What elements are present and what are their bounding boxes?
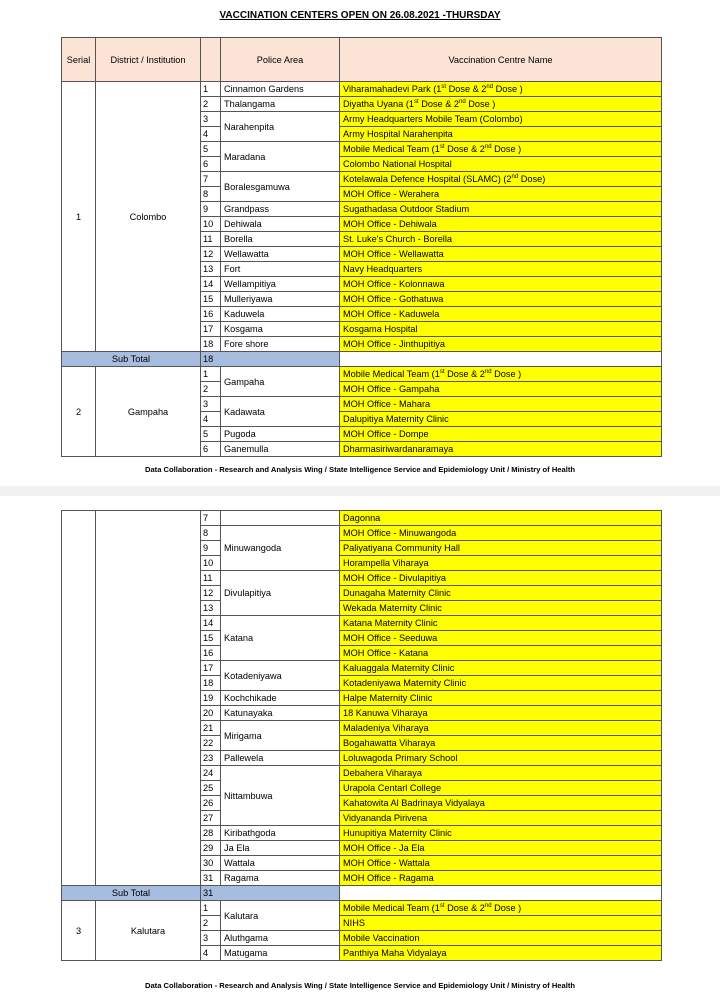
page-break bbox=[0, 486, 720, 496]
row-number: 8 bbox=[201, 187, 221, 202]
vaccination-centre-cell: Mobile Medical Team (1st Dose & 2nd Dose ) bbox=[340, 367, 662, 382]
row-number: 3 bbox=[201, 397, 221, 412]
police-area-cell: Kochchikade bbox=[221, 691, 340, 706]
row-number: 2 bbox=[201, 382, 221, 397]
subtotal-value: 18 bbox=[201, 352, 340, 367]
vaccination-centre-cell: Kotelawala Defence Hospital (SLAMC) (2nd Dose) bbox=[340, 172, 662, 187]
vaccination-centre-cell: NIHS bbox=[340, 916, 662, 931]
vaccination-centre-cell: Bogahawatta Viharaya bbox=[340, 736, 662, 751]
vaccination-centre-cell: Vidyananda Pirivena bbox=[340, 811, 662, 826]
vaccination-centre-cell: MOH Office - Ragama bbox=[340, 871, 662, 886]
subtotal-blank bbox=[340, 886, 662, 901]
row-number: 15 bbox=[201, 631, 221, 646]
vaccination-table-page-2 bbox=[61, 510, 662, 961]
vaccination-centre-cell: MOH Office - Ja Ela bbox=[340, 841, 662, 856]
vaccination-centre-cell: Mobile Medical Team (1st Dose & 2nd Dose ) bbox=[340, 142, 662, 157]
row-number: 1 bbox=[201, 82, 221, 97]
row-number: 25 bbox=[201, 781, 221, 796]
vaccination-centre-cell: Panthiya Maha Vidyalaya bbox=[340, 946, 662, 961]
police-area-cell: Kaduwela bbox=[221, 307, 340, 322]
subtotal-row bbox=[62, 886, 662, 901]
vaccination-centre-cell: MOH Office - Gampaha bbox=[340, 382, 662, 397]
police-area-cell bbox=[221, 511, 340, 526]
vaccination-centre-cell: MOH Office - Mahara bbox=[340, 397, 662, 412]
police-area-cell: Pallewela bbox=[221, 751, 340, 766]
row-number: 17 bbox=[201, 661, 221, 676]
district-cell: Colombo bbox=[96, 82, 201, 352]
vaccination-centre-cell: Viharamahadevi Park (1st Dose & 2nd Dose ) bbox=[340, 82, 662, 97]
vaccination-centre-cell: Kosgama Hospital bbox=[340, 322, 662, 337]
row-number: 27 bbox=[201, 811, 221, 826]
row-number: 9 bbox=[201, 541, 221, 556]
vaccination-centre-cell: Kotadeniyawa Maternity Clinic bbox=[340, 676, 662, 691]
police-area-cell: Ragama bbox=[221, 871, 340, 886]
vaccination-centre-cell: Dalupitiya Maternity Clinic bbox=[340, 412, 662, 427]
row-number: 14 bbox=[201, 277, 221, 292]
vaccination-centre-cell: MOH Office - Dompe bbox=[340, 427, 662, 442]
row-number: 4 bbox=[201, 946, 221, 961]
police-area-cell: Divulapitiya bbox=[221, 571, 340, 616]
vaccination-centre-cell: MOH Office - Jinthupitiya bbox=[340, 337, 662, 352]
police-area-cell: Boralesgamuwa bbox=[221, 172, 340, 202]
page-title: VACCINATION CENTERS OPEN ON 26.08.2021 -THURSDAY bbox=[219, 10, 501, 21]
police-area-cell: Wellampitiya bbox=[221, 277, 340, 292]
district-cell: Kalutara bbox=[96, 901, 201, 961]
vaccination-centre-cell: Loluwagoda Primary School bbox=[340, 751, 662, 766]
police-area-cell: Kalutara bbox=[221, 901, 340, 931]
row-number: 3 bbox=[201, 931, 221, 946]
police-area-cell: Mirigama bbox=[221, 721, 340, 751]
police-area-cell: Wellawatta bbox=[221, 247, 340, 262]
police-area-cell: Ganemulla bbox=[221, 442, 340, 457]
row-number: 16 bbox=[201, 307, 221, 322]
row-number: 13 bbox=[201, 262, 221, 277]
police-area-cell: Gampaha bbox=[221, 367, 340, 397]
row-number: 14 bbox=[201, 616, 221, 631]
number-header bbox=[201, 38, 221, 82]
row-number: 21 bbox=[201, 721, 221, 736]
vaccination-centre-cell: 18 Kanuwa Viharaya bbox=[340, 706, 662, 721]
police-area-cell: Minuwangoda bbox=[221, 526, 340, 571]
row-number: 31 bbox=[201, 871, 221, 886]
row-number: 9 bbox=[201, 202, 221, 217]
vaccination-centre-cell: MOH Office - Wellawatta bbox=[340, 247, 662, 262]
subtotal-value: 31 bbox=[201, 886, 340, 901]
row-number: 12 bbox=[201, 586, 221, 601]
vaccination-centre-cell: MOH Office - Divulapitiya bbox=[340, 571, 662, 586]
vaccination-centre-cell: Navy Headquarters bbox=[340, 262, 662, 277]
row-number: 10 bbox=[201, 217, 221, 232]
row-number: 3 bbox=[201, 112, 221, 127]
row-number: 4 bbox=[201, 412, 221, 427]
police-area-cell: Nittambuwa bbox=[221, 766, 340, 826]
police-area-cell: Kiribathgoda bbox=[221, 826, 340, 841]
vaccination-centre-cell: Horampella Viharaya bbox=[340, 556, 662, 571]
vaccination-centre-cell: MOH Office - Werahera bbox=[340, 187, 662, 202]
subtotal-blank bbox=[340, 352, 662, 367]
row-number: 18 bbox=[201, 676, 221, 691]
vaccination-table-page-1 bbox=[61, 37, 662, 457]
police-area-cell: Katana bbox=[221, 616, 340, 661]
row-number: 13 bbox=[201, 601, 221, 616]
vaccination-centre-cell: St. Luke's Church - Borella bbox=[340, 232, 662, 247]
serial-cell: 3 bbox=[62, 901, 96, 961]
row-number: 2 bbox=[201, 916, 221, 931]
row-number: 8 bbox=[201, 526, 221, 541]
vaccination-centre-cell: MOH Office - Minuwangoda bbox=[340, 526, 662, 541]
police-area-cell: Dehiwala bbox=[221, 217, 340, 232]
row-number: 10 bbox=[201, 556, 221, 571]
vaccination-centre-cell: Katana Maternity Clinic bbox=[340, 616, 662, 631]
vaccination-centre-cell: MOH Office - Dehiwala bbox=[340, 217, 662, 232]
police-area-cell: Matugama bbox=[221, 946, 340, 961]
police-area-cell: Ja Ela bbox=[221, 841, 340, 856]
row-number: 15 bbox=[201, 292, 221, 307]
serial-cell: 1 bbox=[62, 82, 96, 352]
footer-credit: Data Collaboration - Research and Analysis Wing / State Intelligence Service and Epidemiology Unit / Ministry of Health bbox=[144, 465, 576, 474]
row-number: 2 bbox=[201, 97, 221, 112]
table-row bbox=[62, 511, 662, 526]
vaccination-centre-cell: MOH Office - Kaduwela bbox=[340, 307, 662, 322]
centre-header: Vaccination Centre Name bbox=[340, 38, 662, 82]
row-number: 1 bbox=[201, 367, 221, 382]
serial-cell: 2 bbox=[62, 367, 96, 457]
vaccination-centre-cell: Kaluaggala Maternity Clinic bbox=[340, 661, 662, 676]
vaccination-centre-cell: Wekada Maternity Clinic bbox=[340, 601, 662, 616]
vaccination-centre-cell: Paliyatiyana Community Hall bbox=[340, 541, 662, 556]
police-area-cell: Kotadeniyawa bbox=[221, 661, 340, 691]
police-area-cell: Wattala bbox=[221, 856, 340, 871]
subtotal-label: Sub Total bbox=[62, 352, 201, 367]
serial-cell bbox=[62, 511, 96, 886]
subtotal-row bbox=[62, 352, 662, 367]
vaccination-centre-cell: Mobile Medical Team (1st Dose & 2nd Dose ) bbox=[340, 901, 662, 916]
police-area-header: Police Area bbox=[221, 38, 340, 82]
police-area-cell: Borella bbox=[221, 232, 340, 247]
row-number: 23 bbox=[201, 751, 221, 766]
row-number: 6 bbox=[201, 442, 221, 457]
vaccination-centre-cell: Army Headquarters Mobile Team (Colombo) bbox=[340, 112, 662, 127]
vaccination-centre-cell: MOH Office - Kolonnawa bbox=[340, 277, 662, 292]
row-number: 7 bbox=[201, 511, 221, 526]
row-number: 5 bbox=[201, 142, 221, 157]
row-number: 18 bbox=[201, 337, 221, 352]
row-number: 28 bbox=[201, 826, 221, 841]
footer-credit-2: Data Collaboration - Research and Analysis Wing / State Intelligence Service and Epidemiology Unit / Ministry of Health bbox=[144, 981, 576, 990]
vaccination-centre-cell: Diyatha Uyana (1st Dose & 2nd Dose ) bbox=[340, 97, 662, 112]
vaccination-centre-cell: Dharmasiriwardanaramaya bbox=[340, 442, 662, 457]
vaccination-centre-cell: MOH Office - Gothatuwa bbox=[340, 292, 662, 307]
row-number: 1 bbox=[201, 901, 221, 916]
row-number: 11 bbox=[201, 232, 221, 247]
police-area-cell: Thalangama bbox=[221, 97, 340, 112]
row-number: 11 bbox=[201, 571, 221, 586]
row-number: 16 bbox=[201, 646, 221, 661]
row-number: 20 bbox=[201, 706, 221, 721]
table-row bbox=[62, 901, 662, 916]
row-number: 24 bbox=[201, 766, 221, 781]
row-number: 30 bbox=[201, 856, 221, 871]
vaccination-centre-cell: MOH Office - Katana bbox=[340, 646, 662, 661]
subtotal-label: Sub Total bbox=[62, 886, 201, 901]
vaccination-centre-cell: Sugathadasa Outdoor Stadium bbox=[340, 202, 662, 217]
vaccination-centre-cell: Army Hospital Narahenpita bbox=[340, 127, 662, 142]
vaccination-centre-cell: Kahatowita Al Badrinaya Vidyalaya bbox=[340, 796, 662, 811]
vaccination-centre-cell: Hunupitiya Maternity Clinic bbox=[340, 826, 662, 841]
row-number: 6 bbox=[201, 157, 221, 172]
police-area-cell: Cinnamon Gardens bbox=[221, 82, 340, 97]
district-cell: Gampaha bbox=[96, 367, 201, 457]
vaccination-centre-cell: Maladeniya Viharaya bbox=[340, 721, 662, 736]
vaccination-centre-cell: Dunagaha Maternity Clinic bbox=[340, 586, 662, 601]
police-area-cell: Pugoda bbox=[221, 427, 340, 442]
row-number: 7 bbox=[201, 172, 221, 187]
district-cell bbox=[96, 511, 201, 886]
police-area-cell: Fore shore bbox=[221, 337, 340, 352]
vaccination-centre-cell: Debahera Viharaya bbox=[340, 766, 662, 781]
police-area-cell: Kadawata bbox=[221, 397, 340, 427]
police-area-cell: Maradana bbox=[221, 142, 340, 172]
vaccination-centre-cell: Dagonna bbox=[340, 511, 662, 526]
police-area-cell: Kosgama bbox=[221, 322, 340, 337]
row-number: 17 bbox=[201, 322, 221, 337]
vaccination-centre-cell: Mobile Vaccination bbox=[340, 931, 662, 946]
table-row bbox=[62, 82, 662, 97]
row-number: 4 bbox=[201, 127, 221, 142]
header-row bbox=[62, 38, 662, 82]
row-number: 5 bbox=[201, 427, 221, 442]
vaccination-centre-cell: Colombo National Hospital bbox=[340, 157, 662, 172]
police-area-cell: Grandpass bbox=[221, 202, 340, 217]
vaccination-centre-cell: Halpe Maternity Clinic bbox=[340, 691, 662, 706]
serial-header: Serial bbox=[62, 38, 96, 82]
table-row bbox=[62, 367, 662, 382]
vaccination-centre-cell: MOH Office - Wattala bbox=[340, 856, 662, 871]
police-area-cell: Katunayaka bbox=[221, 706, 340, 721]
police-area-cell: Aluthgama bbox=[221, 931, 340, 946]
row-number: 29 bbox=[201, 841, 221, 856]
vaccination-centre-cell: MOH Office - Seeduwa bbox=[340, 631, 662, 646]
police-area-cell: Narahenpita bbox=[221, 112, 340, 142]
police-area-cell: Mulleriyawa bbox=[221, 292, 340, 307]
row-number: 12 bbox=[201, 247, 221, 262]
row-number: 19 bbox=[201, 691, 221, 706]
row-number: 26 bbox=[201, 796, 221, 811]
district-header: District / Institution bbox=[96, 38, 201, 82]
vaccination-centre-cell: Urapola Centarl College bbox=[340, 781, 662, 796]
row-number: 22 bbox=[201, 736, 221, 751]
police-area-cell: Fort bbox=[221, 262, 340, 277]
